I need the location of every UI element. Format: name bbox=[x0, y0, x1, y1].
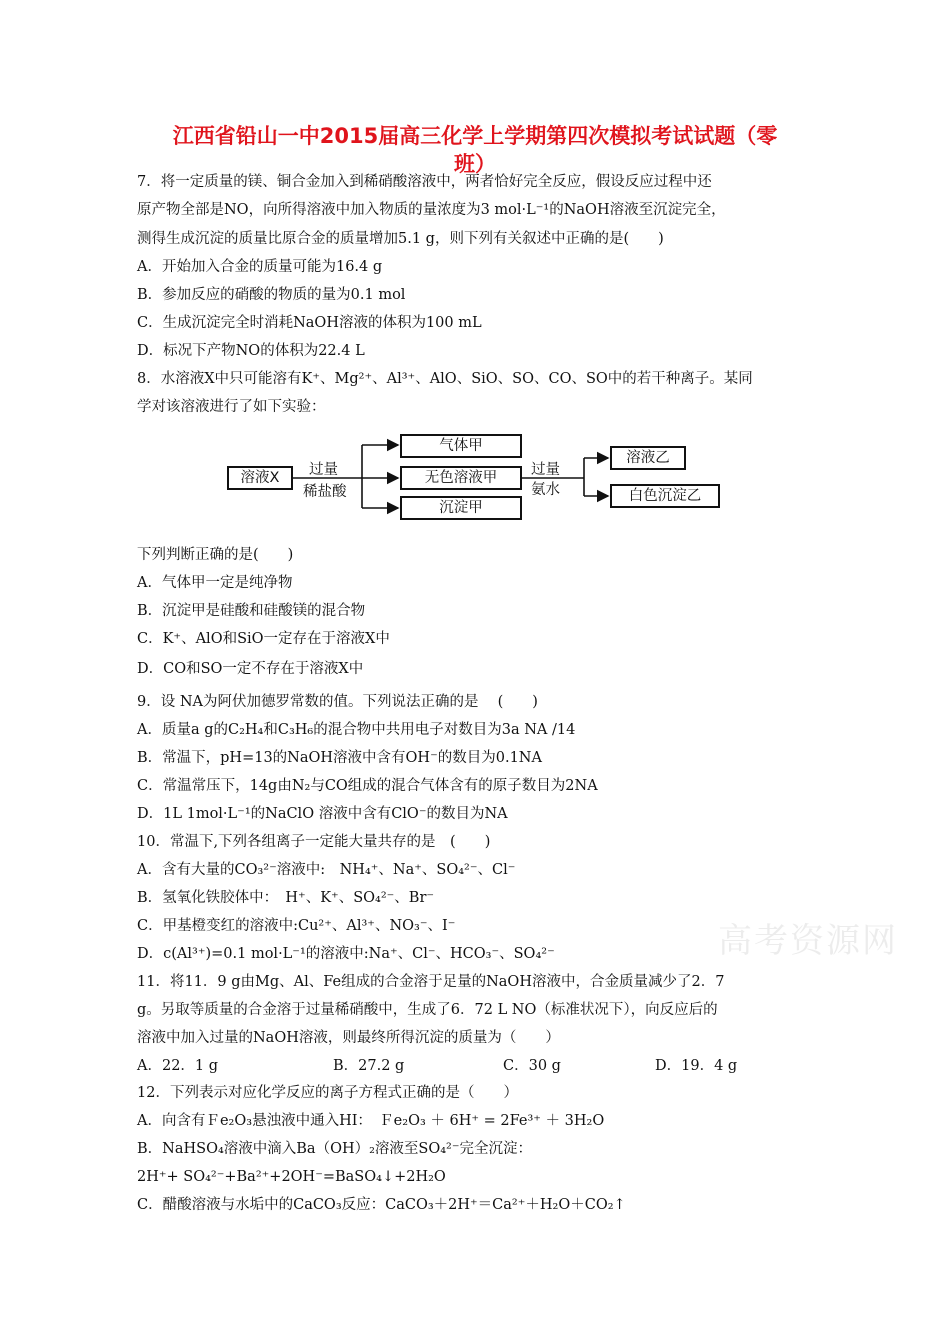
box-precipitate: 沉淀甲 bbox=[400, 496, 522, 520]
q7-option-d: D．标况下产物NO的体积为22.4 L bbox=[137, 343, 365, 359]
q12-line: 12．下列表示对应化学反应的离子方程式正确的是（ ） bbox=[137, 1085, 518, 1101]
q8-option-b: B．沉淀甲是硅酸和硅酸镁的混合物 bbox=[137, 603, 366, 619]
q10-line: 10．常温下,下列各组离子一定能大量共存的是 ( ) bbox=[137, 834, 491, 850]
q9-option-c: C．常温常压下，14g由N₂与CO组成的混合气体含有的原子数目为2NA bbox=[137, 778, 598, 794]
q10-option-b: B．氢氧化铁胶体中： H⁺、K⁺、SO₄²⁻、Br⁻ bbox=[137, 890, 435, 906]
box-solution: 无色溶液甲 bbox=[400, 466, 522, 490]
q8-option-a: A．气体甲一定是纯净物 bbox=[137, 575, 293, 591]
q8-question: 下列判断正确的是( ) bbox=[137, 547, 294, 563]
q9-line: 9．设 NA为阿伏加德罗常数的值。下列说法正确的是 ( ) bbox=[137, 694, 538, 710]
q10-option-d: D．c(Al³⁺)=0.1 mol·L⁻¹的溶液中:Na⁺、Cl⁻、HCO₃⁻、SO₄²⁻ bbox=[137, 946, 555, 962]
box-solution2: 溶液乙 bbox=[610, 446, 686, 470]
q10-option-a: A．含有大量的CO₃²⁻溶液中: NH₄⁺、Na⁺、SO₄²⁻、Cl⁻ bbox=[137, 862, 516, 878]
q10-option-c: C．甲基橙变红的溶液中:Cu²⁺、Al³⁺、NO₃⁻、I⁻ bbox=[137, 918, 456, 934]
reagent2-bottom: 氨水 bbox=[531, 482, 560, 498]
q8-option-c: C．K⁺、AlO和SiO一定存在于溶液X中 bbox=[137, 631, 390, 647]
watermark: 高考资源网 bbox=[718, 921, 898, 961]
q9-option-d: D．1L 1mol·L⁻¹的NaClO 溶液中含有ClO⁻的数目为NA bbox=[137, 806, 508, 822]
q12-option-b: B．NaHSO₄溶液中滴入Ba（OH）₂溶液至SO₄²⁻完全沉淀： bbox=[137, 1141, 533, 1157]
q7-line-1: 7．将一定质量的镁、铜合金加入到稀硝酸溶液中，两者恰好完全反应，假设反应过程中还 bbox=[137, 174, 712, 190]
q12-option-a: A．向含有Ｆe₂O₃悬浊液中通入HI： Ｆe₂O₃ ＋ 6H⁺ = 2Fe³⁺ ＋ 3H₂O bbox=[137, 1113, 605, 1129]
box-precipitate2: 白色沉淀乙 bbox=[610, 484, 720, 508]
q9-option-a: A．质量a g的C₂H₄和C₃H₆的混合物中共用电子对数目为3a NA /14 bbox=[137, 722, 576, 738]
q8-line-2: 学对该溶液进行了如下实验： bbox=[137, 399, 326, 415]
q7-option-a: A．开始加入合金的质量可能为16.4 g bbox=[137, 259, 383, 275]
q11-line-2: g。另取等质量的合金溶于过量稀硝酸中，生成了6．72 L NO（标准状况下），向反应后的 bbox=[137, 1002, 718, 1018]
q12-option-b-equation: 2H⁺+ SO₄²⁻+Ba²⁺+2OH⁻=BaSO₄↓+2H₂O bbox=[137, 1169, 446, 1185]
reagent2-top: 过量 bbox=[531, 462, 560, 478]
q7-option-c: C．生成沉淀完全时消耗NaOH溶液的体积为100 mL bbox=[137, 315, 482, 331]
q8-line-1: 8．水溶液X中只可能溶有K⁺、Mg²⁺、Al³⁺、AlO、SiO、SO、CO、SO中的若干种离子。某同 bbox=[137, 371, 753, 387]
title-line-2: 班） bbox=[454, 152, 496, 176]
q11-option-d: D．19．4 g bbox=[655, 1058, 738, 1074]
q11-option-a: A．22．1 g bbox=[137, 1058, 219, 1074]
q11-line-1: 11．将11．9 g由Mg、Al、Fe组成的合金溶于足量的NaOH溶液中，合金质量减少了2．7 bbox=[137, 974, 725, 990]
q7-line-2: 原产物全部是NO，向所得溶液中加入物质的量浓度为3 mol·L⁻¹的NaOH溶液至沉淀完全， bbox=[137, 202, 726, 218]
box-solution-x: 溶液X bbox=[227, 466, 293, 490]
q8-option-d: D．CO和SO一定不存在于溶液X中 bbox=[137, 661, 364, 677]
title-line-1: 江西省铅山一中2015届高三化学上学期第四次模拟考试试题（零 bbox=[172, 124, 778, 148]
q7-option-b: B．参加反应的硝酸的物质的量为0.1 mol bbox=[137, 287, 406, 303]
box-gas: 气体甲 bbox=[400, 434, 522, 458]
q11-line-3: 溶液中加入过量的NaOH溶液，则最终所得沉淀的质量为（ ） bbox=[137, 1030, 560, 1046]
q11-option-c: C．30 g bbox=[503, 1058, 561, 1074]
q12-option-c: C．醋酸溶液与水垢中的CaCO₃反应：CaCO₃＋2H⁺＝Ca²⁺＋H₂O＋CO₂↑ bbox=[137, 1197, 626, 1213]
q7-line-3: 测得生成沉淀的质量比原合金的质量增加5.1 g，则下列有关叙述中正确的是( ) bbox=[137, 231, 664, 247]
reagent1-bottom: 稀盐酸 bbox=[303, 484, 347, 500]
q11-option-b: B．27.2 g bbox=[333, 1058, 405, 1074]
q9-option-b: B．常温下，pH=13的NaOH溶液中含有OH⁻的数目为0.1NA bbox=[137, 750, 542, 766]
reagent1-top: 过量 bbox=[309, 462, 338, 478]
